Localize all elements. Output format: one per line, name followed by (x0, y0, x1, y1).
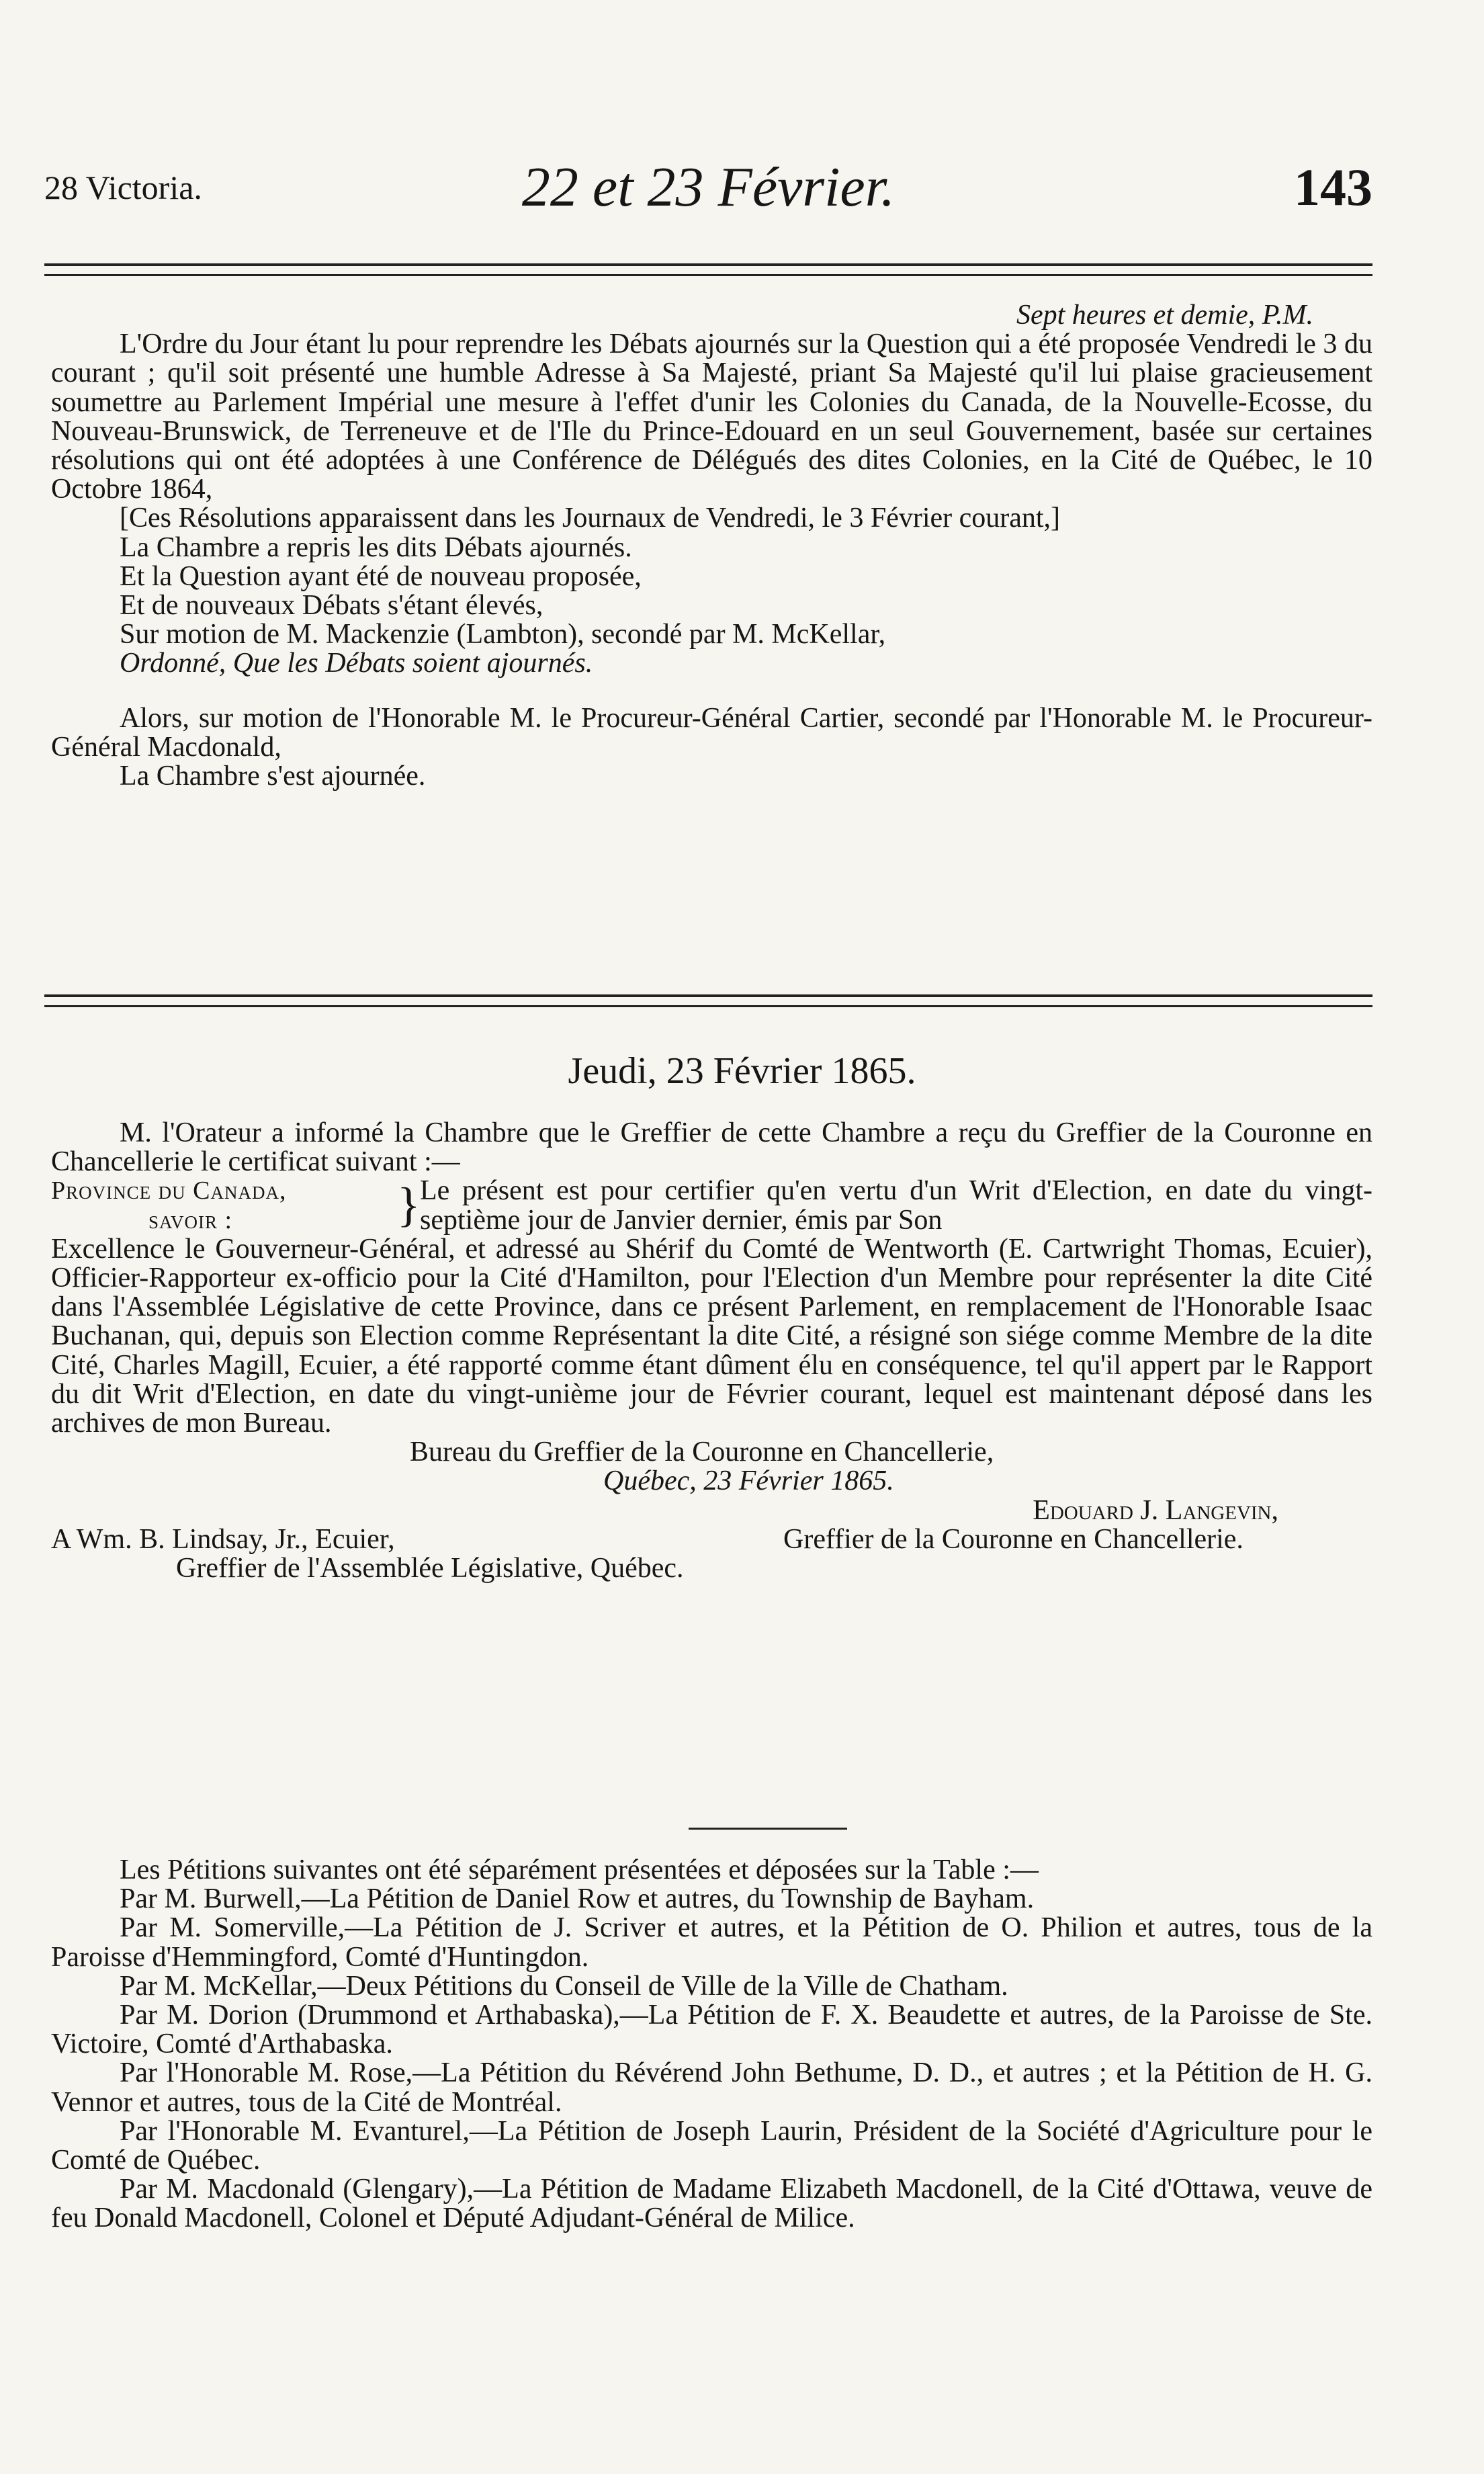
petition-item: Par l'Honorable M. Rose,—La Pétition du Révérend John Bethume, D. D., et autres ; et la Pétition de H. G. Vennor et autres, tous de la Cité de Montréal. (51, 2057, 1372, 2118)
speaker-informed: M. l'Orateur a informé la Chambre que le Greffier de cette Chambre a reçu du Greffier de la Couronne en Chancellerie le certificat suivant :— (51, 1117, 1372, 1178)
petition-item: Par l'Honorable M. Evanturel,—La Pétition de Joseph Laurin, Président de la Société d'Agriculture pour le Comté de Québec. (51, 2115, 1372, 2176)
header-session: 28 Victoria. (44, 169, 202, 206)
savoir-label: savoir : (148, 1205, 233, 1234)
debate-resumed: La Chambre a repris les dits Débats ajournés. (120, 531, 632, 563)
page-number: 143 (1294, 158, 1372, 216)
section-petitions (51, 1856, 1372, 2233)
motion-cartier: Alors, sur motion de l'Honorable M. le Procureur-Général Cartier, secondé par l'Honorable M. le Procureur-Général Macdonald, (51, 702, 1372, 763)
petition-item: Par M. McKellar,—Deux Pétitions du Conseil de Ville de la Ville de Chatham. (120, 1970, 1008, 2002)
sitting-time: Sept heures et demie, P.M. (1016, 300, 1313, 331)
question-proposed: Et la Question ayant été de nouveau proposée, (120, 560, 642, 592)
section-evening-sitting (51, 301, 1372, 791)
short-rule (689, 1828, 847, 1830)
motion-mackenzie: Sur motion de M. Mackenzie (Lambton), secondé par M. McKellar, (120, 619, 886, 650)
petition-item: Par M. Macdonald (Glengary),—La Pétition de Madame Elizabeth Macdonell, de la Cité d'Ottawa, veuve de feu Donald Macdonell, Colonel et Député Adjudant-Général de Milice. (51, 2174, 1372, 2234)
petition-item: Par M. Burwell,—La Pétition de Daniel Row et autres, du Township de Bayham. (120, 1883, 1035, 1915)
addressee-line (51, 1525, 1372, 1554)
certificate-head (51, 1177, 1372, 1234)
section-double-rule (44, 994, 1372, 1007)
certificate-body: Excellence le Gouverneur-Général, et adressé au Shérif du Comté de Wentworth (E. Cartwright Thomas, Ecuier), Officier-Rapporteur ex-officio pour la Cité d'Hamilton, pour l'Election d'un Membre pour représenter la dite Cité dans l'Assemblée Législative de cette Province, dans ce présent Parlement, en remplacement de l'Honorable Isaac Buchanan, qui, depuis son Election comme Représentant la dite Cité, a résigné son siége comme Membre de la dite Cité, Charles Magill, Ecuier, a été rapporté comme étant dûment élu en conséquence, tel qu'il appert par le Rapport du dit Writ d'Election, en date du vingt-unième jour de Février courant, lequel est maintenant déposé dans les archives de mon Bureau. (51, 1233, 1372, 1439)
addressee-name: A Wm. B. Lindsay, Jr., Ecuier, (51, 1523, 395, 1555)
brace-symbol: } (397, 1178, 421, 1232)
addressee-title: Greffier de l'Assemblée Législative, Québec. (176, 1553, 684, 1584)
date-heading: Jeudi, 23 Février 1865. (568, 1050, 916, 1092)
petitions-intro: Les Pétitions suivantes ont été séparément présentées et déposées sur la Table :— (120, 1854, 1039, 1885)
certificate-signatory: Edouard J. Langevin, (1033, 1494, 1278, 1526)
debate-arisen: Et de nouveaux Débats s'étant élevés, (120, 590, 543, 622)
ordered-adjourned: Ordonné, Que les Débats soient ajournés. (120, 648, 593, 679)
house-adjourned: La Chambre s'est ajournée. (120, 761, 426, 792)
certificate-intro: Le présent est pour certifier qu'en vertu d'un Writ d'Election, en date du vingt-septième jour de Janvier dernier, émis par Son (420, 1175, 1372, 1236)
page-header (44, 155, 1372, 228)
signatory-title: Greffier de la Couronne en Chancellerie. (783, 1523, 1243, 1555)
order-of-day-paragraph: L'Ordre du Jour étant lu pour reprendre les Débats ajournés sur la Question qui a été proposée Vendredi le 3 du courant ; qu'il soit présenté une humble Adresse à Sa Majesté, priant Sa Majesté qu'il lui plaise gracieusement soumettre au Parlement Impérial une mesure à l'effet d'unir les Colonies du Canada, de la Nouvelle-Ecosse, du Nouveau-Brunswick, de Terreneuve et de l'Ile du Prince-Edouard en un seul Gouvernement, basée sur certaines résolutions qui ont été adoptées à une Conférence de Délégués des dites Colonies, en la Cité de Québec, le 10 Octobre 1864, (51, 329, 1372, 505)
certificate-bureau: Bureau du Greffier de la Couronne en Chancellerie, (410, 1437, 994, 1468)
province-label: Province du Canada, (51, 1177, 287, 1205)
petition-item: Par M. Dorion (Drummond et Arthabaska),—La Pétition de F. X. Beaudette et autres, de la Paroisse de Ste. Victoire, Comté d'Arthabaska. (51, 2000, 1372, 2060)
certificate-province-block (51, 1177, 397, 1234)
section-thursday (51, 1119, 1372, 1583)
header-double-rule (44, 263, 1372, 276)
header-date: 22 et 23 Février. (521, 156, 896, 218)
resolutions-note: [Ces Résolutions apparaissent dans les Journaux de Vendredi, le 3 Février courant,] (120, 503, 1061, 534)
petition-item: Par M. Somerville,—La Pétition de J. Scriver et autres, et la Pétition de O. Philion et autres, tous de la Paroisse d'Hemmingford, Comté d'Huntingdon. (51, 1912, 1372, 1973)
certificate-place-date: Québec, 23 Février 1865. (603, 1465, 894, 1497)
